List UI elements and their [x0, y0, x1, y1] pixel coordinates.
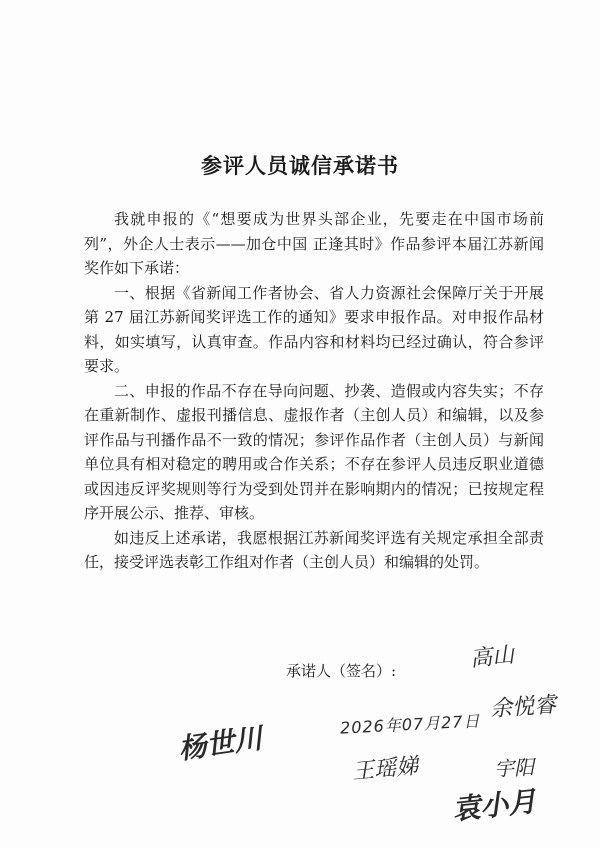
paragraph-clause-1: 一、根据《省新闻工作者协会、省人力资源社会保障厅关于开展第 27 届江苏新闻奖评选工作的通知》要求申报作品。对申报作品材料，如实填写，认真审查。作品内容和材料均已经过确认，符合参评要求。 — [84, 283, 544, 375]
handwritten-signature-1: 高山 — [469, 642, 516, 673]
signer-label: 承诺人（签名）: — [286, 662, 397, 680]
handwritten-signature-3: 杨世川 — [176, 721, 265, 766]
handwritten-signature-4: 王瑶娣 — [351, 754, 420, 785]
handwritten-signature-6: 袁小月 — [450, 784, 538, 827]
handwritten-signature-2: 余悦睿 — [489, 692, 557, 723]
handwritten-date: 2026年07月27日 — [339, 711, 481, 738]
document-title: 参评人员诚信承诺书 — [201, 153, 399, 178]
handwritten-signature-5: 宇阳 — [493, 754, 535, 782]
paragraph-clause-2: 二、申报的作品不存在导向问题、抄袭、造假或内容失实；不存在重新制作、虚报刊播信息、虚报作者（主创人员）和编辑，以及参评作品与刊播作品不一致的情况；参评作品作者（主创人员）与新闻单位具有相对稳定的聘用或合作关系；不存在参评人员违反职业道德或因违反评奖规则等行为受到处罚并在影响期内的情况；已按规定程序开展公示、推荐、审核。 — [84, 381, 544, 522]
document-body — [84, 207, 544, 575]
paragraph-closing: 如违反上述承诺，我愿根据江苏新闻奖评选有关规定承担全部责任，接受评选表彰工作组对作者（主创人员）和编辑的处罚。 — [84, 528, 544, 571]
paragraph-intro: 我就申报的《“想要成为世界头部企业，先要走在中国市场前列”，外企人士表示——加仓中国 正逢其时》作品参评本届江苏新闻奖作如下承诺： — [84, 210, 544, 277]
